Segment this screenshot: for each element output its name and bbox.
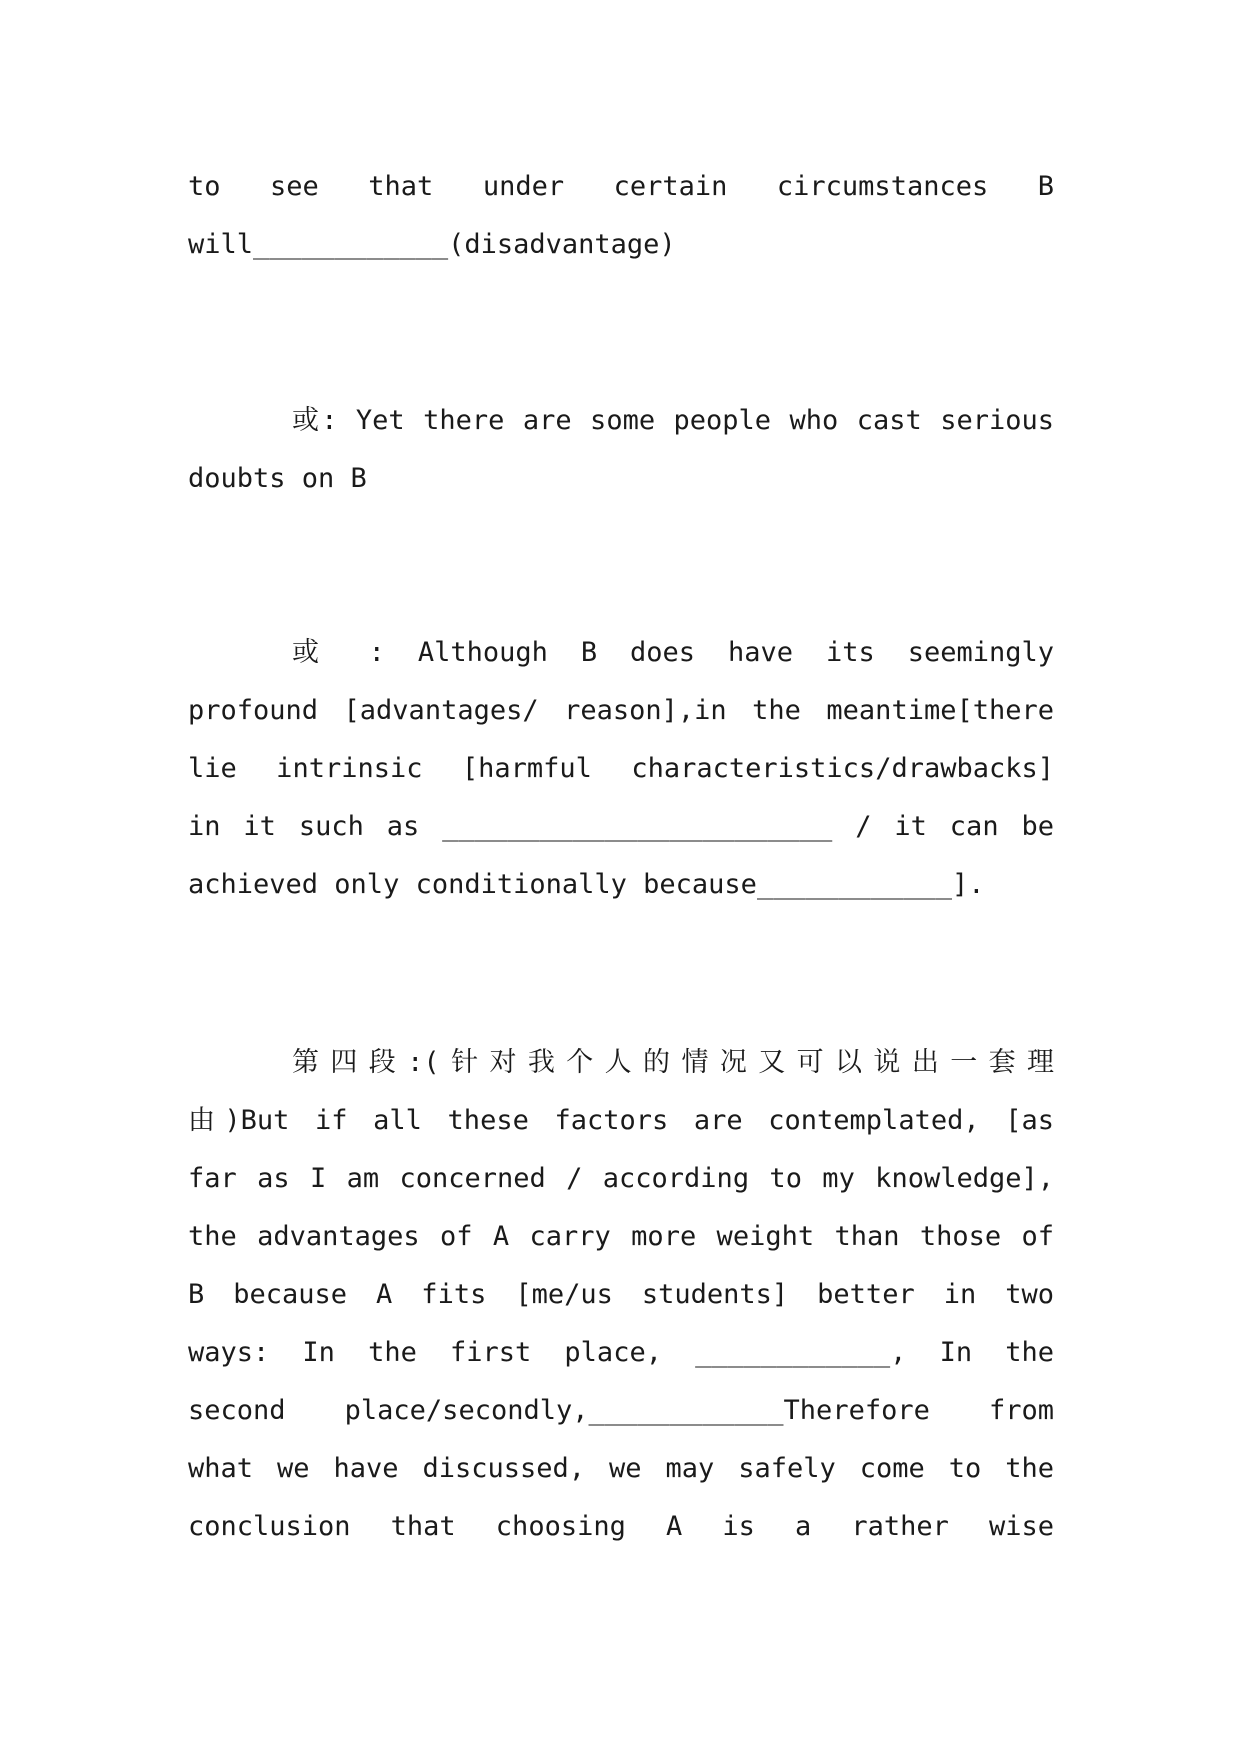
paragraph-line: 或: Yet there are some people who cast serious	[292, 405, 1054, 436]
paragraph-line: 或 : Although B does have its seemingly	[292, 637, 1054, 668]
paragraph-1	[188, 158, 1054, 274]
paragraph-2	[188, 392, 1054, 508]
paragraph-line: profound [advantages/ reason],in the meantime[there	[188, 695, 1054, 726]
paragraph-line: lie intrinsic [harmful characteristics/drawbacks]	[188, 753, 1054, 784]
paragraph-3	[188, 624, 1054, 914]
paragraph-line: B because A fits [me/us students] better in two	[188, 1279, 1054, 1310]
paragraph-line: will____________(disadvantage)	[188, 229, 676, 260]
paragraph-line: ways: In the first place, ____________, In the	[188, 1337, 1054, 1368]
paragraph-line: conclusion that choosing A is a rather wise	[188, 1511, 1054, 1542]
paragraph-line: second place/secondly,____________Therefore from	[188, 1395, 1054, 1426]
paragraph-line: in it such as ________________________ / it can be	[188, 811, 1054, 842]
paragraph-line: far as I am concerned / according to my knowledge],	[188, 1163, 1054, 1194]
paragraph-line: achieved only conditionally because____________].	[188, 869, 985, 900]
paragraph-4	[188, 1034, 1054, 1556]
paragraph-line: doubts on B	[188, 463, 367, 494]
paragraph-line: to see that under certain circumstances B	[188, 171, 1054, 202]
paragraph-line: 由)But if all these factors are contemplated, [as	[188, 1105, 1054, 1136]
paragraph-line: the advantages of A carry more weight than those of	[188, 1221, 1054, 1252]
paragraph-line: 第四段:(针对我个人的情况又可以说出一套理	[292, 1047, 1054, 1078]
paragraph-line: what we have discussed, we may safely come to the	[188, 1453, 1054, 1484]
